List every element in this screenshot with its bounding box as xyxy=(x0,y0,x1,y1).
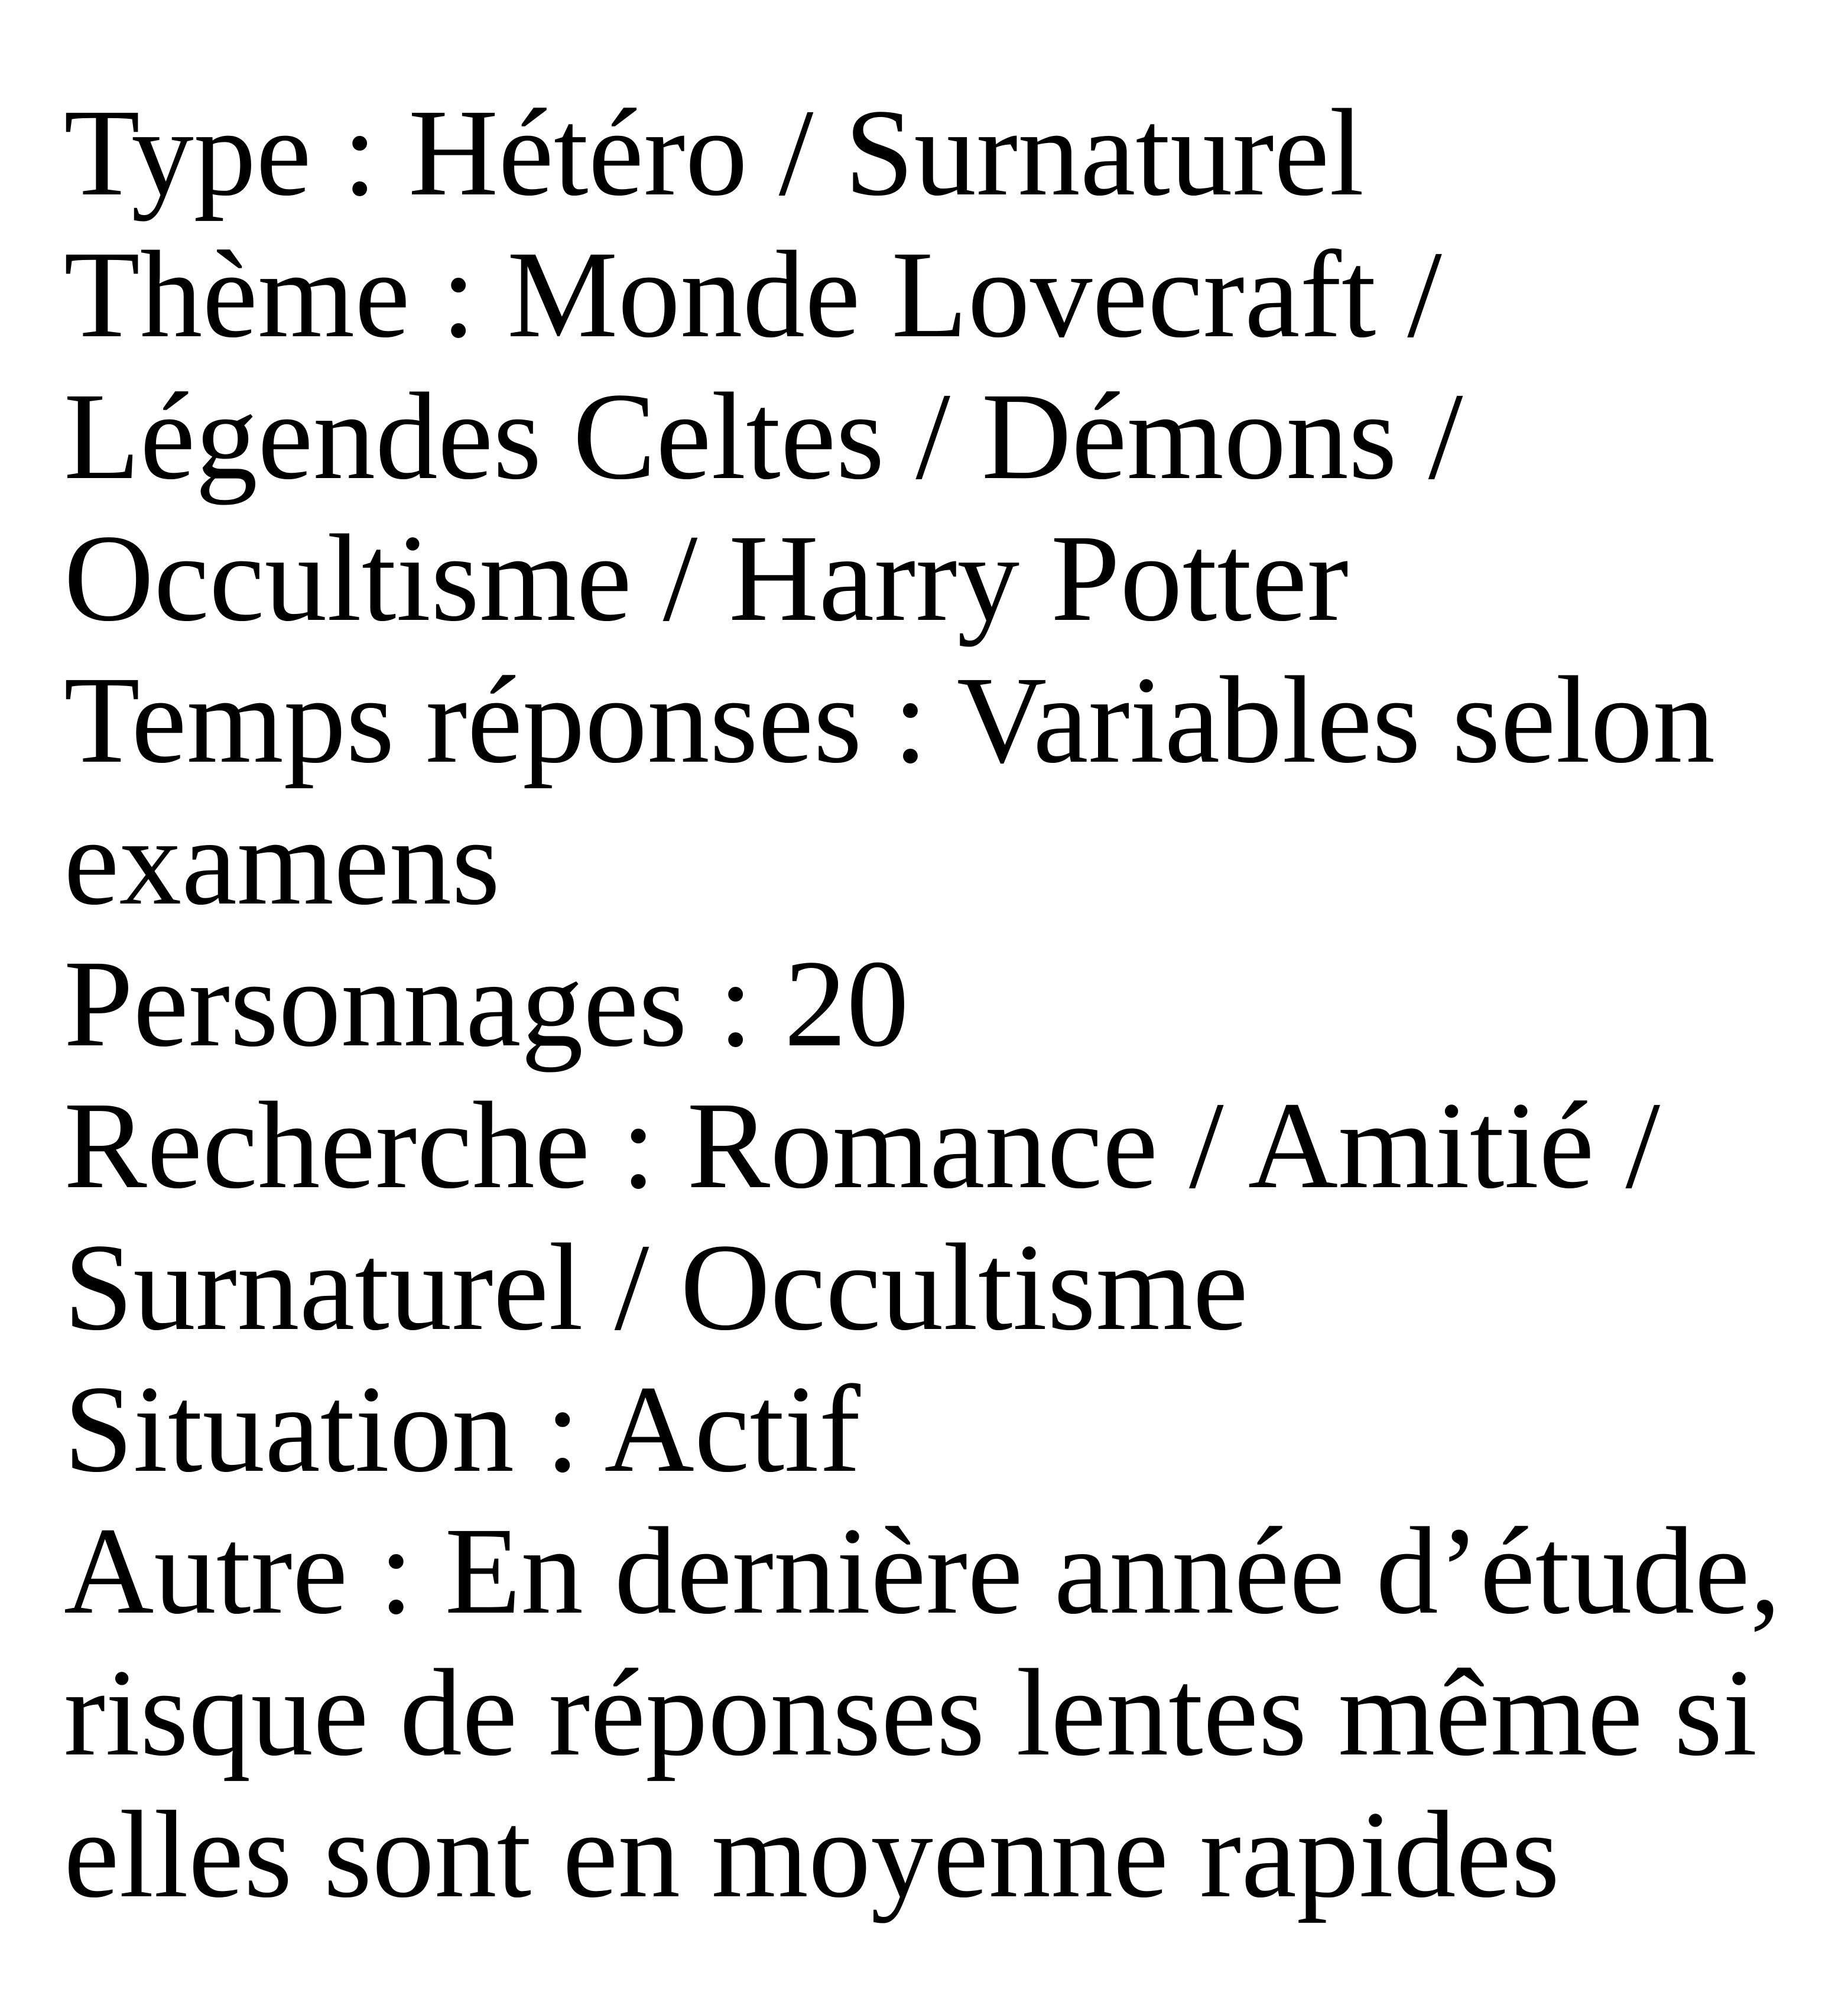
line-response-time: Temps réponses : Variables selon xyxy=(64,651,1716,789)
line-response-time-continued: examens xyxy=(64,792,501,931)
line-theme-continued-1: Légendes Celtes / Démons / xyxy=(64,367,1463,505)
line-characters: Personnages : 20 xyxy=(64,934,909,1073)
profile-text xyxy=(64,82,1813,1925)
line-other-continued-2: elles sont en moyenne rapides xyxy=(64,1785,1560,1923)
line-other: Autre : En dernière année d’étude, xyxy=(64,1502,1781,1640)
line-status: Situation : Actif xyxy=(64,1360,861,1498)
line-search: Recherche : Romance / Amitié / xyxy=(64,1076,1661,1214)
line-theme: Thème : Monde Lovecraft / xyxy=(64,225,1442,363)
line-type: Type : Hétéro / Surnaturel xyxy=(64,83,1365,222)
line-theme-continued-2: Occultisme / Harry Potter xyxy=(64,509,1349,647)
line-search-continued: Surnaturel / Occultisme xyxy=(64,1218,1248,1356)
line-other-continued-1: risque de réponses lentes même si xyxy=(64,1643,1758,1782)
